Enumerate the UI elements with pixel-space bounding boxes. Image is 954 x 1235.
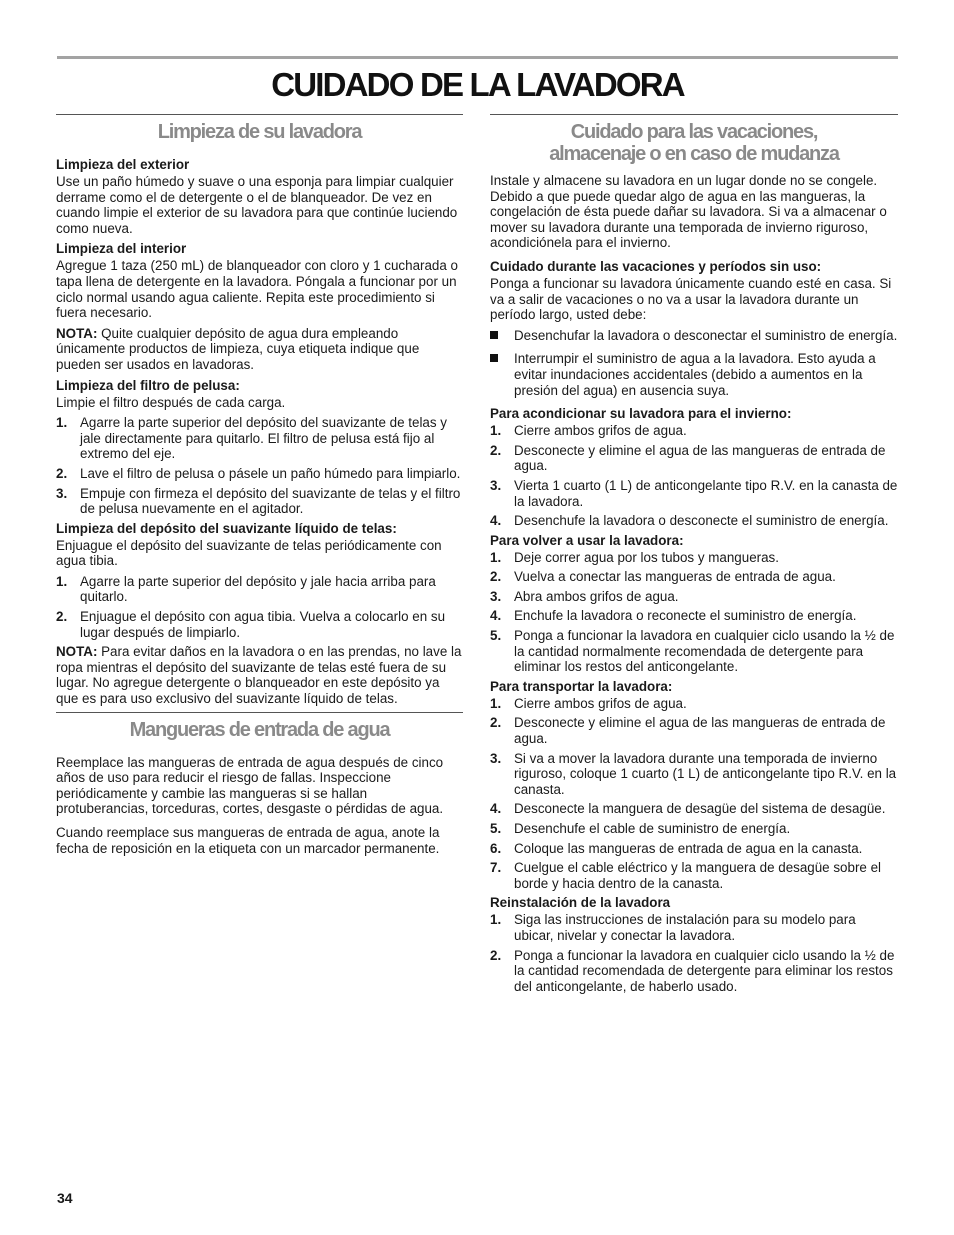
left-column [56, 114, 463, 861]
list-item [56, 466, 463, 482]
list-item [490, 550, 898, 566]
list-item [56, 609, 463, 640]
page-title: CUIDADO DE LA LAVADORA [271, 66, 684, 103]
section-heading-mangueras: Mangueras de entrada de agua [129, 718, 390, 741]
list-item [490, 478, 898, 509]
step-text: Empuje con firmeza el depósito del suavizante de telas y el filtro de pelusa nuevamente en el agitador. [80, 485, 461, 517]
step-text: Desconecte la manguera de desagüe del sistema de desagüe. [514, 801, 886, 817]
step-number: 2. [56, 609, 68, 625]
interior-text: Agregue 1 taza (250 mL) de blanqueador con cloro y 1 cucharada o tapa llena de detergente en la lavadora. Póngala a funcionar por un ciclo normal usando agua caliente. Repita este procedimiento si fuera necesario. [56, 258, 458, 321]
subheading-interior: Limpieza del interior [56, 241, 187, 257]
list-item [56, 415, 463, 462]
note-text: Quite cualquier depósito de agua dura empleando únicamente productos de limpieza, cuya etiqueta indique que pueden ser usados en lavadoras. [56, 325, 420, 372]
list-item [56, 574, 463, 605]
step-text: Si va a mover la lavadora durante una temporada de invierno riguroso, coloque 1 cuarto (1 L) de anticongelante tipo R.V. en la canasta. [514, 750, 897, 797]
step-number: 1. [490, 695, 502, 711]
step-number: 2. [490, 442, 502, 458]
bullet-icon [490, 354, 498, 362]
step-text: Ponga a funcionar la lavadora en cualquier ciclo usando la ½ de la cantidad normalmente recomendada de detergente para eliminar los restos del anticongelante. [514, 628, 895, 675]
list-item [490, 860, 898, 891]
section-divider [490, 114, 898, 115]
suavizante-note [56, 644, 463, 706]
section-divider [56, 712, 463, 713]
step-text: Deje correr agua por los tubos y mangueras. [514, 549, 779, 565]
section-heading-limpieza: Limpieza de su lavadora [157, 121, 362, 143]
transportar-steps [490, 696, 898, 892]
step-number: 1. [490, 549, 502, 565]
list-item [490, 912, 898, 943]
subheading-suavizante: Limpieza del depósito del suavizante líquido de telas: [56, 520, 397, 536]
step-text: Coloque las mangueras de entrada de agua en la canasta. [514, 840, 863, 856]
step-text: Cierre ambos grifos de agua. [514, 423, 687, 439]
step-number: 2. [56, 465, 68, 481]
filtro-intro: Limpie el filtro después de cada carga. [56, 394, 286, 410]
note-text: Para evitar daños en la lavadora o en las prendas, no lave la ropa mientras el depósito del suavizante de telas esté fuera de su lugar. No agregue detergente o blanqueador en este depósito ya que es para uso exclusivo del suavizante líquido de telas. [56, 644, 462, 707]
step-text: Agarre la parte superior del depósito y jale hacia arriba para quitarlo. [80, 573, 436, 605]
step-text: Enjuague el depósito con agua tibia. Vuelva a colocarlo en su lugar después de limpiarlo. [80, 609, 446, 640]
step-number: 6. [490, 840, 502, 856]
list-item [490, 423, 898, 439]
step-text: Desconecte y elimine el agua de las mangueras de entrada de agua. [514, 442, 886, 474]
list-item [56, 486, 463, 517]
list-item [490, 351, 898, 398]
subheading-reinstalacion: Reinstalación de la lavadora [490, 895, 671, 911]
reinstalacion-steps [490, 912, 898, 994]
section-divider [56, 114, 463, 115]
step-number: 3. [56, 485, 68, 501]
mangueras-paragraph-2: Cuando reemplace sus mangueras de entrada de agua, anote la fecha de reposición en la etiqueta con un marcador permanente. [56, 825, 440, 856]
subheading-transportar: Para transportar la lavadora: [490, 678, 673, 694]
mangueras-paragraph-1: Reemplace las mangueras de entrada de agua después de cinco años de uso para reducir el riesgo de fallas. Inspeccione periódicamente y cambie las mangueras si se hallan protuberancias, torceduras, cortes, desgaste o pérdidas de agua. [56, 754, 444, 817]
exterior-text: Use un paño húmedo y suave o una esponja para limpiar cualquier derrame como el de detergente o el de blanqueador. De vez en cuando limpie el exterior de su lavadora para que continúe luciendo como nueva. [56, 174, 458, 236]
step-number: 1. [56, 573, 68, 589]
list-item [490, 715, 898, 746]
step-text: Desenchufe la lavadora o desconecte el suministro de energía. [514, 513, 889, 529]
list-item [490, 589, 898, 605]
step-number: 2. [490, 569, 502, 585]
step-number: 5. [490, 821, 502, 836]
subheading-volver: Para volver a usar la lavadora: [490, 532, 684, 548]
step-text: Abra ambos grifos de agua. [514, 588, 679, 604]
step-text: Desenchufe el cable de suministro de energía. [514, 821, 791, 836]
step-number: 4. [490, 608, 502, 624]
top-rule [57, 56, 898, 59]
step-text: Vuelva a conectar las mangueras de entrada de agua. [514, 569, 836, 585]
step-number: 3. [490, 477, 502, 493]
invierno-steps [490, 423, 898, 529]
step-number: 5. [490, 628, 502, 644]
step-number: 1. [490, 423, 502, 439]
heading-line-2: almacenaje o en caso de mudanza [549, 143, 839, 165]
list-item [490, 328, 898, 344]
step-text: Ponga a funcionar la lavadora en cualquier ciclo usando la ½ de la cantidad recomendada de detergente para eliminar los restos del anticongelante, de haberlo usado. [514, 947, 895, 994]
list-item [490, 696, 898, 712]
step-text: Cierre ambos grifos de agua. [514, 695, 687, 711]
list-item [490, 751, 898, 798]
step-number: 3. [490, 750, 502, 766]
step-number: 3. [490, 588, 502, 604]
vacaciones-intro: Instale y almacene su lavadora en un lugar donde no se congele. Debido a que puede quedar algo de agua en las mangueras, la congelación de ésta puede dañar su lavadora. Si va a almacenar o mover su lavadora durante una temporada de invierno riguroso, acondiciónela para el invierno. [490, 173, 887, 251]
filtro-steps [56, 415, 463, 517]
right-column [490, 114, 898, 998]
list-item [490, 513, 898, 529]
step-number: 1. [490, 912, 502, 928]
section-heading-vacaciones [490, 121, 898, 165]
page-number: 34 [57, 1190, 73, 1206]
subheading-vacaciones: Cuidado durante las vacaciones y períodos sin uso: [490, 258, 822, 274]
step-text: Siga las instrucciones de instalación para su modelo para ubicar, nivelar y conectar la lavadora. [514, 912, 856, 943]
list-item [490, 608, 898, 624]
step-number: 7. [490, 860, 502, 876]
bullet-icon [490, 331, 498, 339]
bullet-text: Interrumpir el suministro de agua a la lavadora. Esto ayuda a evitar inundaciones accidentales (debido a aumentos en la presión del agua) en ausencia suya. [514, 351, 876, 398]
note-label: NOTA: [56, 325, 98, 341]
subheading-filtro: Limpieza del filtro de pelusa: [56, 377, 240, 393]
step-number: 4. [490, 801, 502, 817]
bullet-text: Desenchufar la lavadora o desconectar el suministro de energía. [514, 327, 898, 343]
interior-note [56, 326, 463, 373]
step-text: Agarre la parte superior del depósito del suavizante de telas y jale directamente para quitarlo. El filtro de pelusa está fijo al extremo del eje. [80, 415, 447, 462]
heading-line-1: Cuidado para las vacaciones, [570, 121, 818, 143]
step-text: Vierta 1 cuarto (1 L) de anticongelante tipo R.V. en la canasta de la lavadora. [514, 477, 898, 509]
note-label: NOTA: [56, 644, 98, 660]
vacaciones-text: Ponga a funcionar su lavadora únicamente cuando esté en casa. Si va a salir de vacaciones o no va a usar la lavadora durante un período largo, usted debe: [490, 275, 892, 323]
step-text: Lave el filtro de pelusa o pásele un paño húmedo para limpiarlo. [80, 465, 461, 481]
step-number: 1. [56, 415, 68, 431]
list-item [490, 801, 898, 817]
vacaciones-bullets [490, 328, 898, 398]
list-item [490, 569, 898, 585]
suavizante-intro: Enjuague el depósito del suavizante de telas periódicamente con agua tibia. [56, 537, 442, 569]
list-item [490, 628, 898, 675]
list-item [490, 841, 898, 857]
step-text: Enchufe la lavadora o reconecte el suministro de energía. [514, 608, 857, 624]
step-text: Cuelgue el cable eléctrico y la manguera de desagüe sobre el borde y hacia dentro de la canasta. [514, 860, 881, 891]
suavizante-steps [56, 574, 463, 640]
list-item [490, 821, 898, 837]
subheading-invierno: Para acondicionar su lavadora para el invierno: [490, 406, 792, 422]
subheading-exterior: Limpieza del exterior [56, 157, 190, 172]
list-item [490, 443, 898, 474]
volver-steps [490, 550, 898, 675]
list-item [490, 948, 898, 995]
step-number: 4. [490, 513, 502, 529]
step-number: 2. [490, 947, 502, 963]
step-text: Desconecte y elimine el agua de las mangueras de entrada de agua. [514, 715, 886, 747]
step-number: 2. [490, 715, 502, 731]
